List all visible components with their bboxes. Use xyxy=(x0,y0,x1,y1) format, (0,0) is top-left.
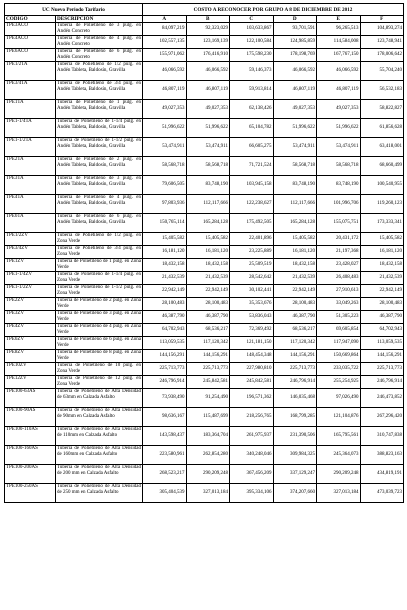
group-a-value-cell: 49,027,353 xyxy=(143,100,187,119)
table-row xyxy=(5,484,404,503)
code-cell: TPE3/4ZV xyxy=(5,246,56,259)
group-d-value-cell: 18,432,158 xyxy=(273,259,317,272)
group-b-value-cell: 92,323,029 xyxy=(186,23,230,36)
table-row xyxy=(5,350,404,363)
group-b-value-cell: 91,254,490 xyxy=(186,389,230,408)
description-cell: Tubería de Polietileno de 1-1/4 pulg. en Andén Tableta, Baldosín, Gravilla xyxy=(56,119,143,138)
code-cell: TPE10ZV xyxy=(5,363,56,376)
code-cell: TPE1-1/4TA xyxy=(5,119,56,138)
description-cell: Tubería de Polietileno de 2 pulg. en Zona Verde xyxy=(57,298,141,309)
group-c-value-cell: 122,238,627 xyxy=(230,195,274,214)
group-b-value-cell: 262,854,280 xyxy=(186,446,230,465)
group-e-value-cell: 290,209,248 xyxy=(317,465,361,484)
group-f-value-cell: 16,181,120 xyxy=(360,246,404,259)
code-cell: TPE2TA xyxy=(5,157,56,176)
group-b-value-cell: 176,416,910 xyxy=(186,49,230,62)
description-cell: Tubería de Polietileno de 3 pulg. en Andén Concreto xyxy=(57,23,141,34)
group-a-value-cell: 223,580,961 xyxy=(143,446,187,465)
cost-group-title: COSTO A RECONOCER POR GRUPO A 8 DE DICIEMBRE DE 2012 xyxy=(143,4,404,16)
table-row xyxy=(5,465,404,484)
group-d-value-cell: 49,027,353 xyxy=(273,100,317,119)
group-c-value-cell: 367,456,209 xyxy=(230,465,274,484)
group-f-value-cell: 28,100,483 xyxy=(360,298,404,311)
group-a-value-cell: 46,807,119 xyxy=(143,81,187,100)
group-a-value-cell: 143,598,437 xyxy=(143,427,187,446)
table-row xyxy=(5,427,404,446)
group-c-value-cell: 62,138,426 xyxy=(230,100,274,119)
group-f-value-cell: 178,006,642 xyxy=(360,49,404,62)
description-cell: Tubería de Polietileno de 1 pulg. en Zona Verde xyxy=(57,259,141,270)
description-cell: Tubería de Polietileno de 1-1/2 pulg. en Andén Tableta, Baldosín, Gravilla xyxy=(56,138,143,157)
code-cell: TPE8ZV xyxy=(5,350,56,363)
group-d-value-cell: 112,117,666 xyxy=(273,195,317,214)
description-cell: Tubería de Polietileno de 1/2 pulg. en Andén Tableta, Baldosín, Gravilla xyxy=(56,62,143,81)
group-a-value-cell: 305,404,539 xyxy=(143,484,187,503)
group-e-value-cell: 46,807,119 xyxy=(317,81,361,100)
description-cell: Tubería de Polietileno de Alta Densidad de 200 mm en Calzada Asfalto xyxy=(56,465,143,484)
code-cell: TPE4ZV xyxy=(5,324,56,337)
group-a-value-cell: 51,996,622 xyxy=(143,119,187,138)
description-cell: Tubería de Polietileno de 6 pulg. en Andén Concreto xyxy=(57,49,141,60)
description-cell: Tubería de Polietileno de Alta Densidad de 160mm en Calzada Asfalto xyxy=(56,446,143,465)
group-c-value-cell: 53,836,043 xyxy=(230,311,274,324)
description-cell: Tubería de Polietileno de 2 pulg. en Andén Tableta, Baldosín, Gravilla xyxy=(56,157,143,176)
group-b-value-cell: 165,284,128 xyxy=(186,214,230,233)
group-f-value-cell: 225,713,773 xyxy=(360,363,404,376)
table-row xyxy=(5,446,404,465)
code-column-header: CODIGO xyxy=(5,16,56,23)
description-column-header: DESCRIPCIÓN xyxy=(56,16,143,23)
group-f-value-cell: 113,059,535 xyxy=(360,337,404,350)
group-b-value-cell: 53,474,911 xyxy=(186,138,230,157)
group-d-value-cell: 51,996,622 xyxy=(273,119,317,138)
table-body xyxy=(5,23,404,503)
group-a-value-cell: 113,059,535 xyxy=(143,337,187,350)
group-b-value-cell: 49,027,353 xyxy=(186,100,230,119)
code-cell: TPE100-250AS xyxy=(5,484,56,503)
description-cell: Tubería de Polietileno de Alta Densidad de 63mm en Calzada Asfalto xyxy=(56,389,143,408)
group-a-value-cell: 268,523,217 xyxy=(143,465,187,484)
description-cell: Tubería de Polietileno de Alta Densidad de 110mm en Calzada Asfalto xyxy=(56,427,143,446)
group-c-value-cell: 103,633,867 xyxy=(230,23,274,36)
group-a-value-cell: 246,796,914 xyxy=(143,376,187,389)
group-a-value-cell: 97,803,936 xyxy=(143,195,187,214)
cost-table xyxy=(4,3,404,503)
group-f-value-cell: 473,039,723 xyxy=(360,484,404,503)
group-b-value-cell: 83,748,190 xyxy=(186,176,230,195)
group-d-value-cell: 178,198,769 xyxy=(273,49,317,62)
group-a-value-cell: 64,702,943 xyxy=(143,324,187,337)
table-row xyxy=(5,36,404,49)
group-d-value-cell: 46,387,790 xyxy=(273,311,317,324)
code-cell: TPE100-110AS xyxy=(5,427,56,446)
group-c-value-cell: 59,146,373 xyxy=(230,62,274,81)
code-cell: TPE1/2ZV xyxy=(5,233,56,246)
group-f-value-cell: 46,387,790 xyxy=(360,311,404,324)
group-f-value-cell: 61,856,628 xyxy=(360,119,404,138)
group-b-value-cell: 245,842,581 xyxy=(186,376,230,389)
group-c-value-cell: 227,980,810 xyxy=(230,363,274,376)
group-a-value-cell: 46,066,592 xyxy=(143,62,187,81)
table-row xyxy=(5,62,404,81)
group-e-value-cell: 58,568,718 xyxy=(317,157,361,176)
group-f-value-cell: 246,796,914 xyxy=(360,376,404,389)
group-a-value-cell: 18,432,158 xyxy=(143,259,187,272)
description-cell: Tubería de Polietileno de 6 pulg. en Zona Verde xyxy=(57,337,141,348)
description-cell: Tubería de Polietileno de 1 pulg. en Andén Tableta, Baldosín, Gravilla xyxy=(56,100,143,119)
description-cell: Tubería de Polietileno de 8 pulg. en Zona Verde xyxy=(57,350,141,361)
table-row xyxy=(5,138,404,157)
table-row xyxy=(5,311,404,324)
table-row xyxy=(5,272,404,285)
group-e-value-cell: 327,013,184 xyxy=(317,484,361,503)
group-d-value-cell: 16,181,120 xyxy=(273,246,317,259)
group-b-value-cell: 16,181,120 xyxy=(186,246,230,259)
group-c-value-cell: 340,248,046 xyxy=(230,446,274,465)
group-b-value-cell: 46,066,592 xyxy=(186,62,230,81)
group-f-value-cell: 144,156,291 xyxy=(360,350,404,363)
group-d-value-cell: 146,035,468 xyxy=(273,389,317,408)
table-row xyxy=(5,324,404,337)
group-d-header: D xyxy=(273,16,317,23)
group-c-value-cell: 22,401,896 xyxy=(230,233,274,246)
group-c-value-cell: 148,454,348 xyxy=(230,350,274,363)
group-c-value-cell: 395,334,106 xyxy=(230,484,274,503)
group-d-value-cell: 117,120,342 xyxy=(273,337,317,350)
group-f-value-cell: 68,660,499 xyxy=(360,157,404,176)
group-a-value-cell: 102,557,135 xyxy=(143,36,187,49)
group-d-value-cell: 374,207,660 xyxy=(273,484,317,503)
group-a-value-cell: 155,971,062 xyxy=(143,49,187,62)
group-e-value-cell: 121,104,876 xyxy=(317,408,361,427)
table-row xyxy=(5,119,404,138)
group-e-value-cell: 167,767,150 xyxy=(317,49,361,62)
group-e-value-cell: 114,584,008 xyxy=(317,36,361,49)
description-cell: Tubería de Polietileno de 1-1/2 pulg. en Zona Verde xyxy=(57,285,141,296)
code-cell: TPE1/2TA xyxy=(5,62,56,81)
description-cell: Tubería de Polietileno de 4 pulg. en Zona Verde xyxy=(57,324,141,335)
description-cell: Tubería de Polietileno de 3 pulg. en Zona Verde xyxy=(57,311,141,322)
group-d-value-cell: 165,284,128 xyxy=(273,214,317,233)
group-d-value-cell: 22,942,149 xyxy=(273,285,317,298)
group-b-value-cell: 15,405,582 xyxy=(186,233,230,246)
group-e-value-cell: 46,066,592 xyxy=(317,62,361,81)
group-a-value-cell: 16,181,120 xyxy=(143,246,187,259)
group-f-value-cell: 310,747,838 xyxy=(360,427,404,446)
group-d-value-cell: 225,713,773 xyxy=(273,363,317,376)
group-d-value-cell: 309,984,325 xyxy=(273,446,317,465)
group-b-value-cell: 68,536,217 xyxy=(186,324,230,337)
group-f-header: F xyxy=(360,16,404,23)
group-b-value-cell: 183,364,704 xyxy=(186,427,230,446)
group-b-value-cell: 117,120,342 xyxy=(186,337,230,350)
group-b-value-cell: 327,013,184 xyxy=(186,484,230,503)
group-b-value-cell: 51,996,622 xyxy=(186,119,230,138)
group-d-value-cell: 168,799,285 xyxy=(273,408,317,427)
code-cell: TPE1TA xyxy=(5,100,56,119)
table-header xyxy=(5,4,404,23)
code-cell: TPE3ACO xyxy=(5,23,56,36)
code-cell: TPE3/4TA xyxy=(5,81,56,100)
tariff-cost-table-page xyxy=(4,3,403,503)
table-row xyxy=(5,337,404,350)
description-cell: Tubería de Polietileno de Alta Densidad de 90mm en Calzada Asfalto xyxy=(56,408,143,427)
group-a-value-cell: 79,606,505 xyxy=(143,176,187,195)
group-f-value-cell: 21,432,539 xyxy=(360,272,404,285)
group-e-value-cell: 150,669,864 xyxy=(317,350,361,363)
group-a-value-cell: 46,387,790 xyxy=(143,311,187,324)
group-e-header: E xyxy=(317,16,361,23)
group-b-value-cell: 18,432,158 xyxy=(186,259,230,272)
table-row xyxy=(5,23,404,36)
group-e-value-cell: 51,305,223 xyxy=(317,311,361,324)
group-e-value-cell: 97,026,490 xyxy=(317,389,361,408)
group-f-value-cell: 63,418,001 xyxy=(360,138,404,157)
table-row xyxy=(5,376,404,389)
group-c-value-cell: 30,102,441 xyxy=(230,285,274,298)
table-row xyxy=(5,81,404,100)
table-row xyxy=(5,233,404,246)
group-f-value-cell: 15,405,582 xyxy=(360,233,404,246)
group-d-value-cell: 46,807,119 xyxy=(273,81,317,100)
group-d-value-cell: 246,796,914 xyxy=(273,376,317,389)
code-cell: TPE6ACO xyxy=(5,49,56,62)
group-a-header: A xyxy=(143,16,187,23)
description-cell: Tubería de Polietileno de 6 pulg. en Andén Tableta, Baldosín, Gravilla xyxy=(56,214,143,233)
group-e-value-cell: 101,996,706 xyxy=(317,195,361,214)
description-cell: Tubería de Polietileno de 3/4 pulg. en Andén Tableta, Baldosín, Gravilla xyxy=(56,81,143,100)
group-d-value-cell: 58,568,718 xyxy=(273,157,317,176)
group-b-value-cell: 144,156,291 xyxy=(186,350,230,363)
group-b-value-cell: 112,117,666 xyxy=(186,195,230,214)
description-cell: Tubería de Polietileno de 3/4 pulg. en Zona Verde xyxy=(57,246,141,257)
group-b-value-cell: 21,432,539 xyxy=(186,272,230,285)
table-row xyxy=(5,408,404,427)
group-e-value-cell: 20,431,172 xyxy=(317,233,361,246)
group-f-value-cell: 388,823,163 xyxy=(360,446,404,465)
group-d-value-cell: 68,536,217 xyxy=(273,324,317,337)
group-a-value-cell: 53,474,911 xyxy=(143,138,187,157)
code-cell: TPE1ZV xyxy=(5,259,56,272)
group-c-value-cell: 28,542,642 xyxy=(230,272,274,285)
group-c-header: C xyxy=(230,16,274,23)
group-f-value-cell: 55,704,240 xyxy=(360,62,404,81)
table-row xyxy=(5,100,404,119)
group-f-value-cell: 22,942,149 xyxy=(360,285,404,298)
group-f-value-cell: 173,333,341 xyxy=(360,214,404,233)
group-a-value-cell: 144,156,291 xyxy=(143,350,187,363)
description-cell: Tubería de Polietileno de 3 pulg. en Andén Tableta, Baldosín, Gravilla xyxy=(56,176,143,195)
group-e-value-cell: 155,075,751 xyxy=(317,214,361,233)
group-d-value-cell: 93,701,591 xyxy=(273,23,317,36)
group-f-value-cell: 100,540,955 xyxy=(360,176,404,195)
table-row xyxy=(5,285,404,298)
group-a-value-cell: 225,713,773 xyxy=(143,363,187,376)
table-row xyxy=(5,389,404,408)
code-cell: TPE1-1/2ZV xyxy=(5,285,56,298)
group-a-value-cell: 98,636,167 xyxy=(143,408,187,427)
table-row xyxy=(5,157,404,176)
uc-period-title: UC Nuevo Periodo Tarifario xyxy=(5,4,143,16)
group-c-value-cell: 35,353,676 xyxy=(230,298,274,311)
table-row xyxy=(5,259,404,272)
table-row xyxy=(5,246,404,259)
description-cell: Tubería de Polietileno de Alta Densidad de 250 mm en Calzada Asfalto xyxy=(56,484,143,503)
code-cell: TPE100-63AS xyxy=(5,389,56,408)
group-c-value-cell: 65,104,782 xyxy=(230,119,274,138)
group-f-value-cell: 119,260,123 xyxy=(360,195,404,214)
group-e-value-cell: 245,364,073 xyxy=(317,446,361,465)
group-e-value-cell: 96,265,513 xyxy=(317,23,361,36)
code-cell: TPE100-160AS xyxy=(5,446,56,465)
group-b-value-cell: 46,807,119 xyxy=(186,81,230,100)
code-cell: TPE4TA xyxy=(5,195,56,214)
group-a-value-cell: 84,097,219 xyxy=(143,23,187,36)
description-cell: Tubería de Polietileno de 10 pulg. en Zona Verde xyxy=(57,363,141,374)
group-c-value-cell: 196,571,362 xyxy=(230,389,274,408)
group-c-value-cell: 261,975,937 xyxy=(230,427,274,446)
group-e-value-cell: 69,605,854 xyxy=(317,324,361,337)
table-row xyxy=(5,363,404,376)
code-cell: TPE6ZV xyxy=(5,337,56,350)
group-f-value-cell: 64,702,943 xyxy=(360,324,404,337)
code-cell: TPE3TA xyxy=(5,176,56,195)
code-cell: TPE100-90AS xyxy=(5,408,56,427)
code-cell: TPE3ZV xyxy=(5,311,56,324)
group-d-value-cell: 144,156,291 xyxy=(273,350,317,363)
group-e-value-cell: 117,947,090 xyxy=(317,337,361,350)
group-d-value-cell: 28,100,483 xyxy=(273,298,317,311)
group-e-value-cell: 165,795,561 xyxy=(317,427,361,446)
group-f-value-cell: 246,473,852 xyxy=(360,389,404,408)
group-f-value-cell: 434,819,191 xyxy=(360,465,404,484)
group-a-value-cell: 58,568,718 xyxy=(143,157,187,176)
group-d-value-cell: 124,985,859 xyxy=(273,36,317,49)
group-e-value-cell: 33,049,263 xyxy=(317,298,361,311)
group-f-value-cell: 123,748,941 xyxy=(360,36,404,49)
group-c-value-cell: 23,225,889 xyxy=(230,246,274,259)
group-f-value-cell: 58,822,827 xyxy=(360,100,404,119)
table-row xyxy=(5,298,404,311)
group-e-value-cell: 51,996,622 xyxy=(317,119,361,138)
table-row xyxy=(5,176,404,195)
group-d-value-cell: 83,748,190 xyxy=(273,176,317,195)
group-d-value-cell: 15,405,582 xyxy=(273,233,317,246)
group-e-value-cell: 21,197,368 xyxy=(317,246,361,259)
group-b-value-cell: 22,942,149 xyxy=(186,285,230,298)
group-a-value-cell: 15,405,582 xyxy=(143,233,187,246)
group-a-value-cell: 21,432,539 xyxy=(143,272,187,285)
group-e-value-cell: 255,254,925 xyxy=(317,376,361,389)
group-b-value-cell: 46,387,790 xyxy=(186,311,230,324)
code-cell: TPE2ZV xyxy=(5,298,56,311)
group-b-value-cell: 28,100,483 xyxy=(186,298,230,311)
group-a-value-cell: 28,100,483 xyxy=(143,298,187,311)
group-b-value-cell: 290,209,248 xyxy=(186,465,230,484)
group-b-value-cell: 58,568,718 xyxy=(186,157,230,176)
code-cell: TPE6TA xyxy=(5,214,56,233)
group-e-value-cell: 23,428,027 xyxy=(317,259,361,272)
group-a-value-cell: 150,765,114 xyxy=(143,214,187,233)
group-d-value-cell: 231,390,506 xyxy=(273,427,317,446)
group-f-value-cell: 18,432,158 xyxy=(360,259,404,272)
table-row xyxy=(5,195,404,214)
group-c-value-cell: 59,913,814 xyxy=(230,81,274,100)
description-cell: Tubería de Polietileno de 1/2 pulg. en Zona Verde xyxy=(57,233,141,244)
group-c-value-cell: 122,100,584 xyxy=(230,36,274,49)
group-e-value-cell: 27,910,613 xyxy=(317,285,361,298)
group-c-value-cell: 218,256,765 xyxy=(230,408,274,427)
group-e-value-cell: 83,748,190 xyxy=(317,176,361,195)
group-d-value-cell: 21,432,539 xyxy=(273,272,317,285)
group-c-value-cell: 121,181,150 xyxy=(230,337,274,350)
description-cell: Tubería de Polietileno de 4 pulg. en Andén Tableta, Baldosín, Gravilla xyxy=(56,195,143,214)
code-cell: TPE1-1/4ZV xyxy=(5,272,56,285)
group-b-value-cell: 123,169,139 xyxy=(186,36,230,49)
code-cell: TPE1-1/2TA xyxy=(5,138,56,157)
group-f-value-cell: 104,893,274 xyxy=(360,23,404,36)
group-d-value-cell: 53,474,911 xyxy=(273,138,317,157)
group-e-value-cell: 26,408,483 xyxy=(317,272,361,285)
group-e-value-cell: 233,035,722 xyxy=(317,363,361,376)
code-cell: TPE4ACO xyxy=(5,36,56,49)
table-row xyxy=(5,49,404,62)
group-e-value-cell: 49,027,353 xyxy=(317,100,361,119)
group-f-value-cell: 267,296,420 xyxy=(360,408,404,427)
description-cell: Tubería de Polietileno de 12 pulg. en Zona Verde xyxy=(57,376,141,387)
group-d-value-cell: 337,129,247 xyxy=(273,465,317,484)
description-cell: Tubería de Polietileno de 4 pulg. en Andén Concreto xyxy=(57,36,141,47)
group-f-value-cell: 56,532,183 xyxy=(360,81,404,100)
group-b-value-cell: 225,713,773 xyxy=(186,363,230,376)
group-c-value-cell: 71,721,524 xyxy=(230,157,274,176)
group-c-value-cell: 72,369,492 xyxy=(230,324,274,337)
description-cell: Tubería de Polietileno de 1-1/4 pulg. en Zona Verde xyxy=(57,272,141,283)
table-row xyxy=(5,214,404,233)
group-c-value-cell: 103,945,158 xyxy=(230,176,274,195)
group-b-header: B xyxy=(186,16,230,23)
group-c-value-cell: 175,492,505 xyxy=(230,214,274,233)
group-b-value-cell: 115,487,699 xyxy=(186,408,230,427)
group-c-value-cell: 66,605,275 xyxy=(230,138,274,157)
group-c-value-cell: 245,842,581 xyxy=(230,376,274,389)
group-a-value-cell: 73,938,490 xyxy=(143,389,187,408)
group-c-value-cell: 175,598,230 xyxy=(230,49,274,62)
group-a-value-cell: 22,942,149 xyxy=(143,285,187,298)
code-cell: TPE12ZV xyxy=(5,376,56,389)
code-cell: TPE100-200AS xyxy=(5,465,56,484)
group-d-value-cell: 46,066,592 xyxy=(273,62,317,81)
group-e-value-cell: 53,474,911 xyxy=(317,138,361,157)
group-c-value-cell: 25,509,519 xyxy=(230,259,274,272)
